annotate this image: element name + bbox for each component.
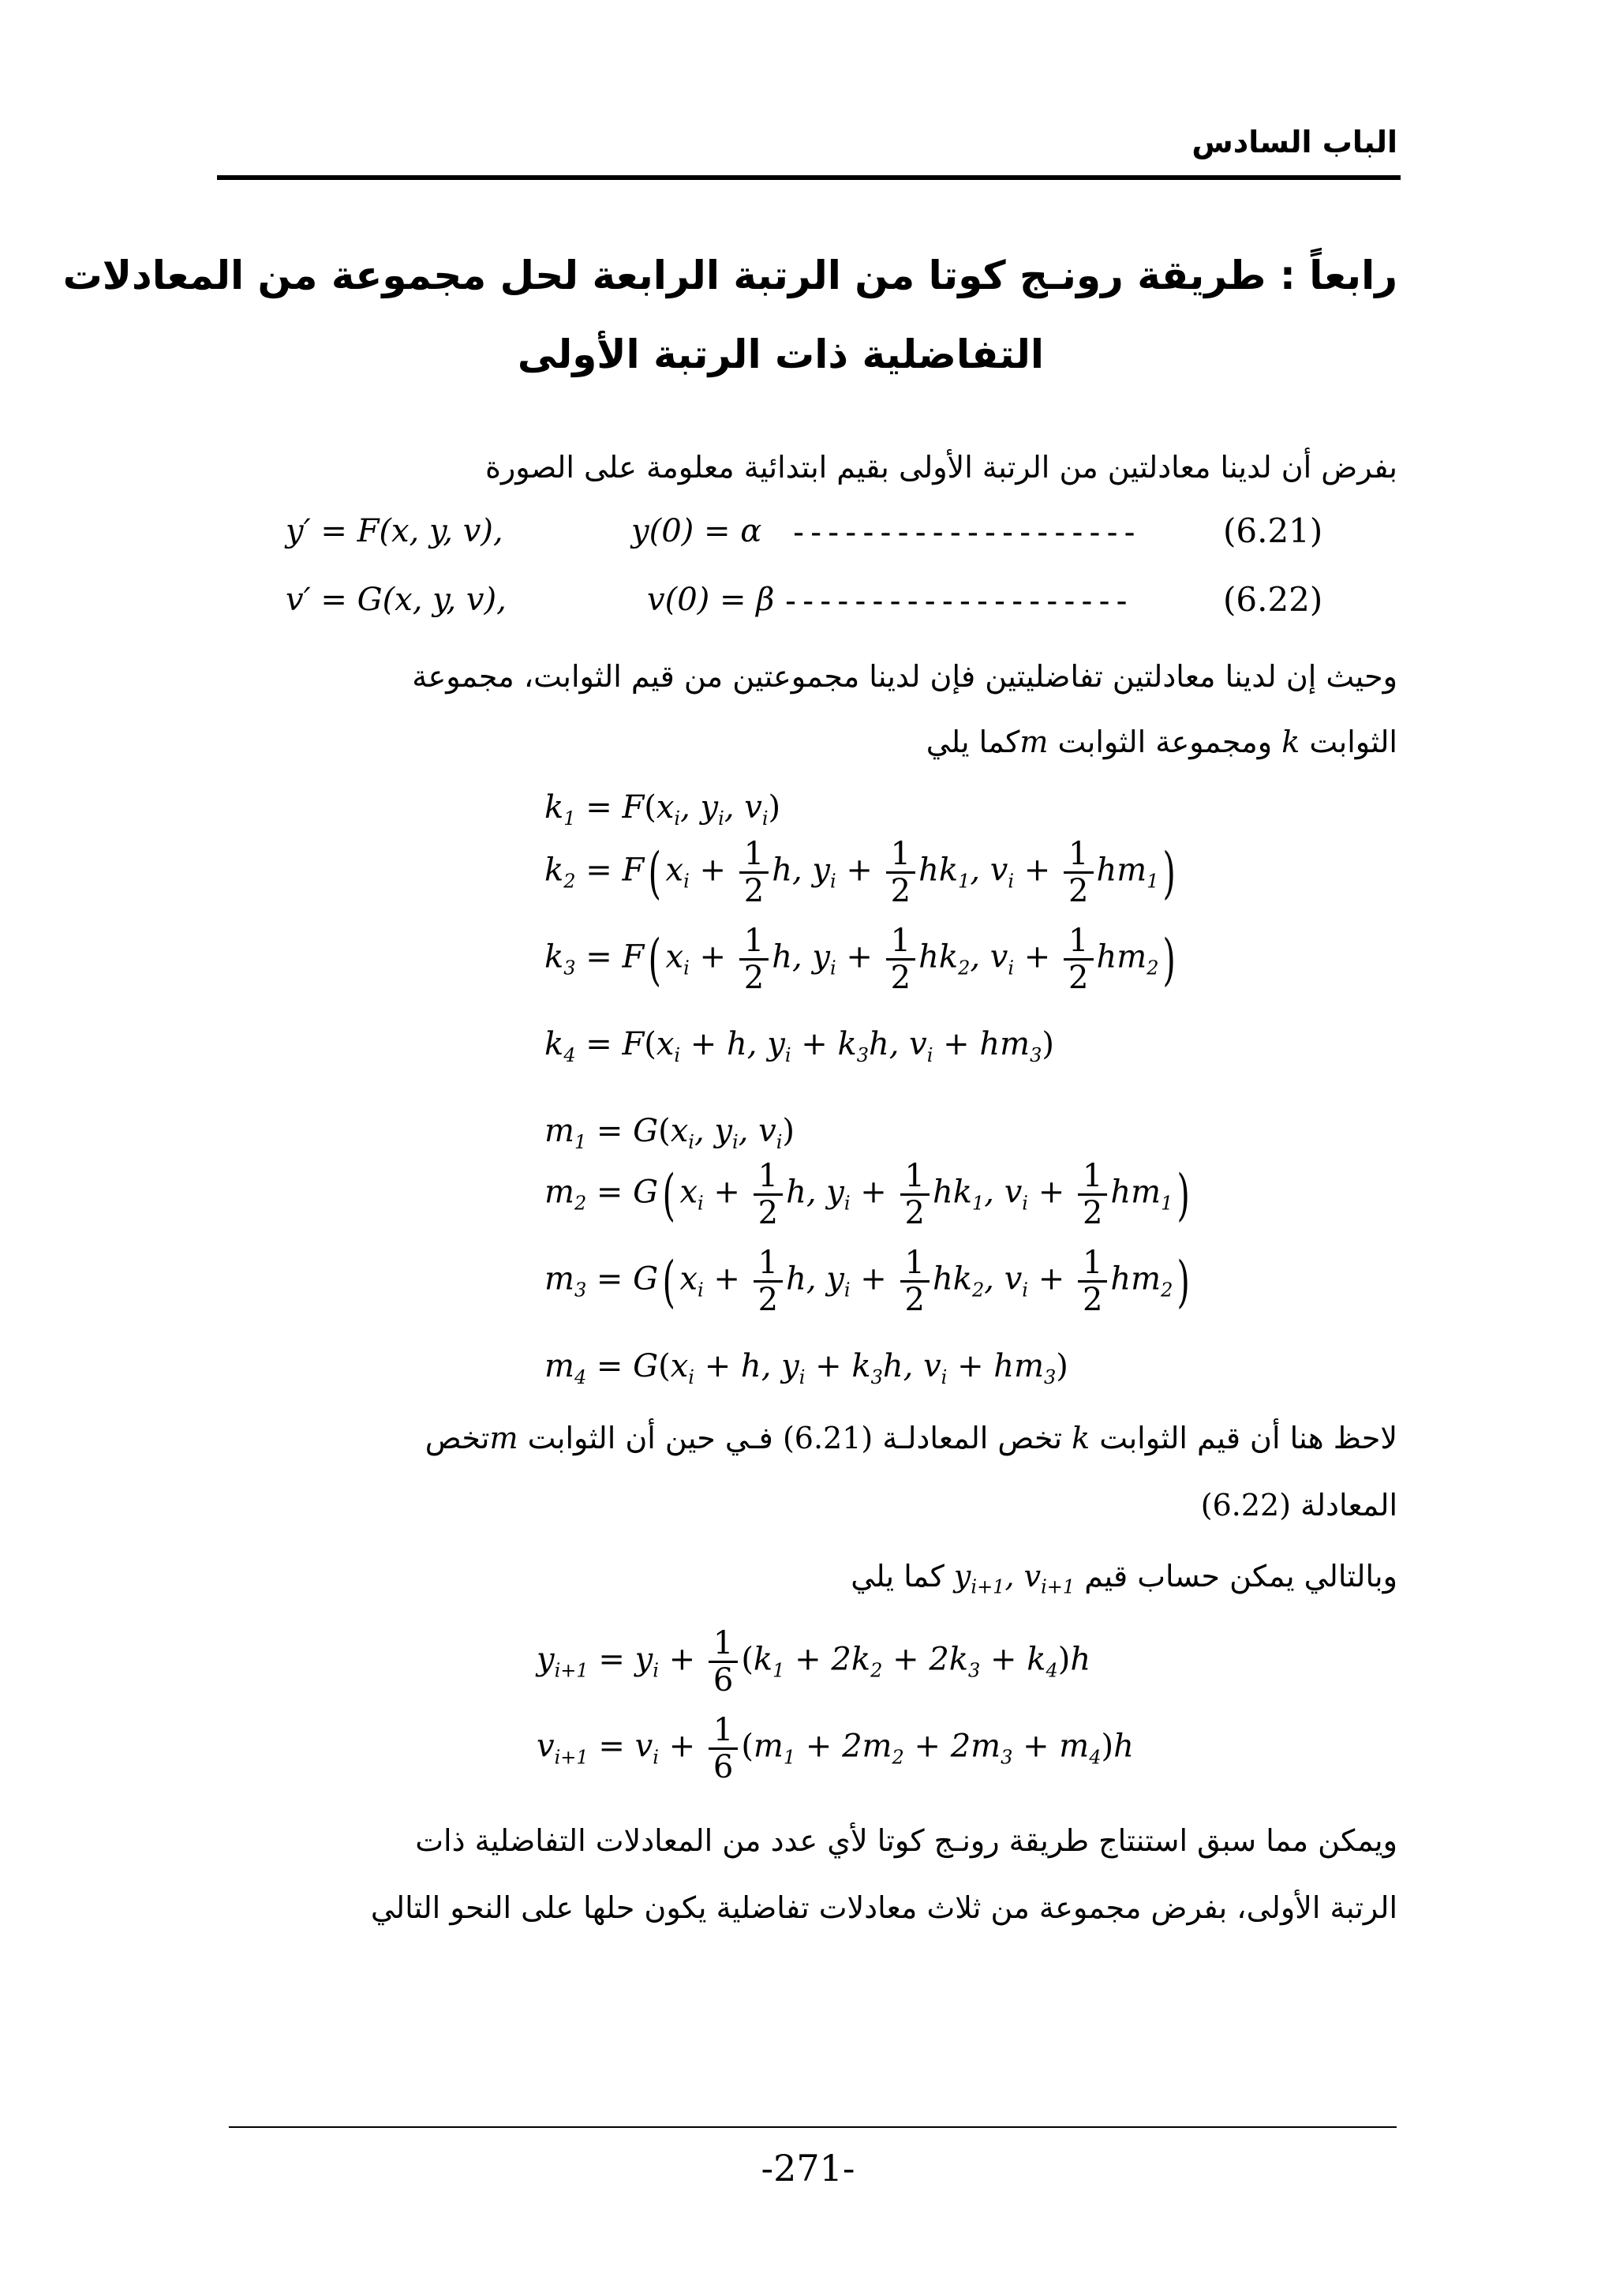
variables-yv: $y_{i+1}$, $v_{i+1}$ [953,1559,1075,1598]
equation-k2: $k_2 = F$( $x_i$ + $\frac{1}{2}$ h, $y_i$ + $\frac{1}{2}$ $hk_1$, $v_i$ + $\frac{1}{2}$ $hm_1$) [544,836,1176,909]
text-segment: فـي حين أن الثوابت [527,1421,773,1455]
text-segment: المعادلة [1300,1488,1397,1523]
conclusion-paragraph-line2: الرتبة الأولى، بفرض مجموعة من ثلاث معادلات تفاضلية يكون حلها على النحو التالي [370,1890,1397,1925]
equation-m4: $m_4 = G(x_i + h$, $y_i + k_3h$, $v_i + hm_3$) [544,1348,1068,1388]
equation-6-22-initial: v(0) = β [647,582,775,618]
variable-m: m [489,1421,518,1455]
chapter-header: الباب السادس [1191,125,1397,159]
constants-paragraph-line1: وحيث إن لدينا معادلتين تفاضليتين فإن لدينا مجموعتين من قيم الثوابت، مجموعة [412,659,1397,694]
equation-m2: $m_2 = G$( $x_i$ + $\frac{1}{2}$ h, $y_i$ + $\frac{1}{2}$ $hk_1$, $v_i$ + $\frac{1}{2}$ $hm_1$) [544,1158,1191,1231]
section-title-line1: رابعاً : طريقة رونـج كوتا من الرتبة الرابعة لحل مجموعة من المعادلات [62,253,1397,298]
text-segment: الثوابت [1309,725,1397,759]
equation-m1: $m_1 = G(x_i$, $y_i$, $v_i$) [544,1113,795,1153]
equation-v-update: $v_{i+1} = v_i$ + $\frac{1}{6}$ $(m_1 + 2m_2 + 2m_3 + m_4)h$ [537,1712,1134,1785]
compute-paragraph [851,1559,1397,1598]
text-segment: كما يلي [926,725,1020,759]
text-segment: وبالتالي يمكن حساب قيم [1084,1559,1397,1594]
text-segment: لاحظ هنا أن قيم الثوابت [1099,1421,1397,1455]
equation-6-21-leader: -------------------- [789,515,1138,551]
conclusion-paragraph-line1: ويمكن مما سبق استنتاج طريقة رونـج كوتا لأي عدد من المعادلات التفاضلية ذات [415,1823,1397,1858]
equation-6-22-leader: -------------------- [781,583,1130,620]
header-rule [217,175,1401,180]
page-number: -271- [761,2147,855,2189]
equation-k3: $k_3 = F$( $x_i$ + $\frac{1}{2}$ h, $y_i$ + $\frac{1}{2}$ $hk_2$, $v_i$ + $\frac{1}{2}$ $hm_2$) [544,923,1176,996]
equation-ref: (6.21) [782,1421,873,1455]
section-title-line2: التفاضلية ذات الرتبة الأولى [517,331,1044,377]
equation-y-update: $y_{i+1} = y_i$ + $\frac{1}{6}$ $(k_1 + 2k_2 + 2k_3 + k_4)h$ [537,1625,1091,1699]
note-paragraph-line1 [425,1421,1397,1455]
equation-6-21-initial: y(0) = α [631,513,762,549]
equation-6-22-number: (6.22) [1223,580,1323,619]
equation-6-21-number: (6.21) [1223,511,1323,550]
equation-m3: $m_3 = G$( $x_i$ + $\frac{1}{2}$ h, $y_i$ + $\frac{1}{2}$ $hk_2$, $v_i$ + $\frac{1}{2}$ $hm_2$) [544,1245,1191,1318]
equation-k1: $k_1 = F(x_i$, $y_i$, $v_i$) [544,789,781,830]
constants-paragraph-line2 [926,725,1397,759]
intro-paragraph: بفرض أن لدينا معادلتين من الرتبة الأولى بقيم ابتدائية معلومة على الصورة [484,450,1397,485]
text-segment: ومجموعة الثوابت [1057,725,1273,759]
variable-k: k [1281,725,1300,759]
text-segment: تخص المعادلـة [882,1421,1063,1455]
text-segment: كما يلي [851,1559,945,1594]
footer-rule [229,2126,1397,2128]
equation-k4: $k_4 = F(x_i + h$, $y_i + k_3h$, $v_i + hm_3$) [544,1026,1054,1066]
note-paragraph-line2 [1201,1488,1397,1523]
equation-6-21-lhs: y′ = F(x, y, v), [286,513,503,549]
text-segment: تخص [425,1421,490,1455]
equation-ref: (6.22) [1200,1488,1292,1523]
equation-6-22-lhs: v′ = G(x, y, v), [286,582,507,618]
variable-m: m [1019,725,1049,759]
variable-k: k [1072,1421,1090,1455]
